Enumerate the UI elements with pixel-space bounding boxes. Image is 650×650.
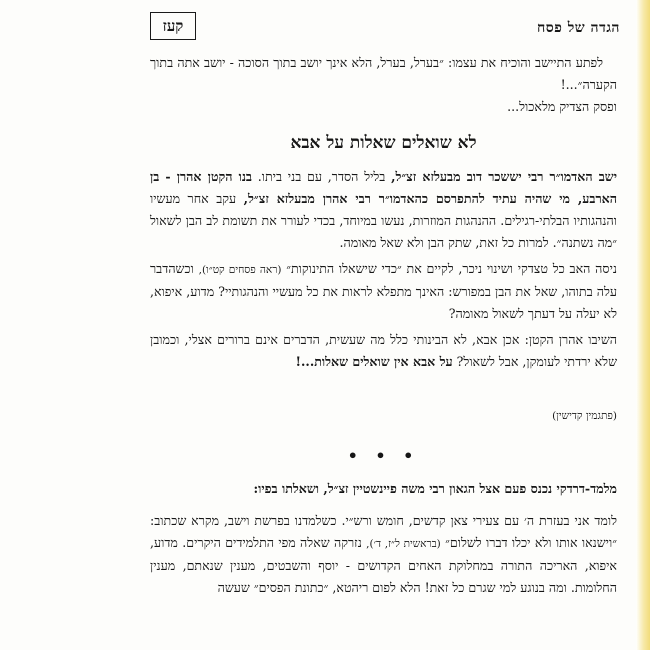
page-number-box: קעז bbox=[150, 12, 196, 40]
text-run: נזרקה שאלה מפי התלמידים היקרים. מדוע, איפוא, האריכה התורה במחלוקת האחים הקדושים - יוסף והשבטים, מענין שנאתם, מענין החלומות. ומה בנוגע למי שגרם כל זאת! הלא לפום ריהטא, ״כתונת הפסים״ שעשה bbox=[150, 535, 617, 595]
section-heading: לא שואלים שאלות על אבא bbox=[290, 133, 477, 153]
intro-paragraph: לפתע התיישב והוכיח את עצמו: ״בערל, בערל, הלא אינך יושב בתוך הסוכה - יושב אתה בתוך הקערה״...! bbox=[150, 55, 617, 92]
next-paragraph bbox=[150, 510, 617, 599]
running-head bbox=[150, 12, 620, 42]
source-citation: (פתגמין קדישין) bbox=[552, 410, 617, 422]
section-body bbox=[150, 166, 617, 377]
story-paragraph-3 bbox=[150, 329, 617, 373]
text-run: ניסה האב כל טצדקי ושינוי ניכר, לקיים את ״כדי שישאלו התינוקות״ bbox=[281, 261, 617, 276]
story-paragraph-1 bbox=[150, 166, 617, 254]
text-run: וכשהדבר עלה בתוהו, שאל את הבן במפורש: האינך מתפלא לראות את כל מעשיי והנהגותיי? מדוע, איפוא, לא יעלה על דעתך לשאול מאומה? bbox=[150, 261, 617, 321]
intro-paragraph: ופסק הצדיק מלאכול... bbox=[507, 99, 617, 114]
running-head-title: הגדה של פסח bbox=[536, 20, 620, 36]
page-edge bbox=[636, 0, 650, 650]
text-run: בליל הסדר, עם בני ביתו. bbox=[252, 169, 392, 184]
text-run: השיבו אהרן הקטן: אכן אבא, לא הבינותי כלל מה שעשית, הדברים אינם ברורים אצלי, וכמובן שלא ירדתי לעומקן, אבל לשאול? bbox=[150, 332, 617, 369]
bold-phrase: ישב האדמו״ר רבי יששכר דוב מבעלזא זצ״ל, bbox=[391, 169, 617, 184]
citation: (בראשית ל״ז, ד׳), bbox=[366, 538, 441, 550]
text-run: לומד אני בעזרת ה׳ עם צעירי צאן קדשים, חומש ורש״י. כשלמדנו בפרשת וישב, מקרא שכתוב: ״וישנאו אותו ולא יכלו דברו לשלום״ bbox=[150, 513, 617, 550]
bold-phrase: בנו הקטן אהרן - בן הארבע, מי שהיה עתיד להתפרסם כהאדמו״ר רבי אהרן מבעלזא זצ״ל, bbox=[150, 169, 617, 206]
story-paragraph-2 bbox=[150, 258, 617, 325]
intro-text bbox=[150, 52, 617, 118]
text-run: עקב אחר מעשיו והנהגותיו הבלתי-רגילים. ההנהגות המוזרות, נעשו במיוחד, בכדי לעורר את תשומת לב הבן לשאול ״מה נשתנה״. למרות כל זאת, שתק הבן ולא שאל מאומה. bbox=[150, 191, 617, 250]
citation: (ראה פסחים קט״ו), bbox=[198, 264, 282, 276]
next-lead: מלמד-דרדקי נכנס פעם אצל הגאון רבי משה פיינשטיין זצ״ל, ושאלתו בפיו: bbox=[253, 481, 617, 496]
next-section bbox=[150, 478, 617, 599]
bold-phrase: על אבא אין שואלים שאלות...! bbox=[295, 354, 453, 369]
section-separator: • • • bbox=[347, 446, 420, 465]
